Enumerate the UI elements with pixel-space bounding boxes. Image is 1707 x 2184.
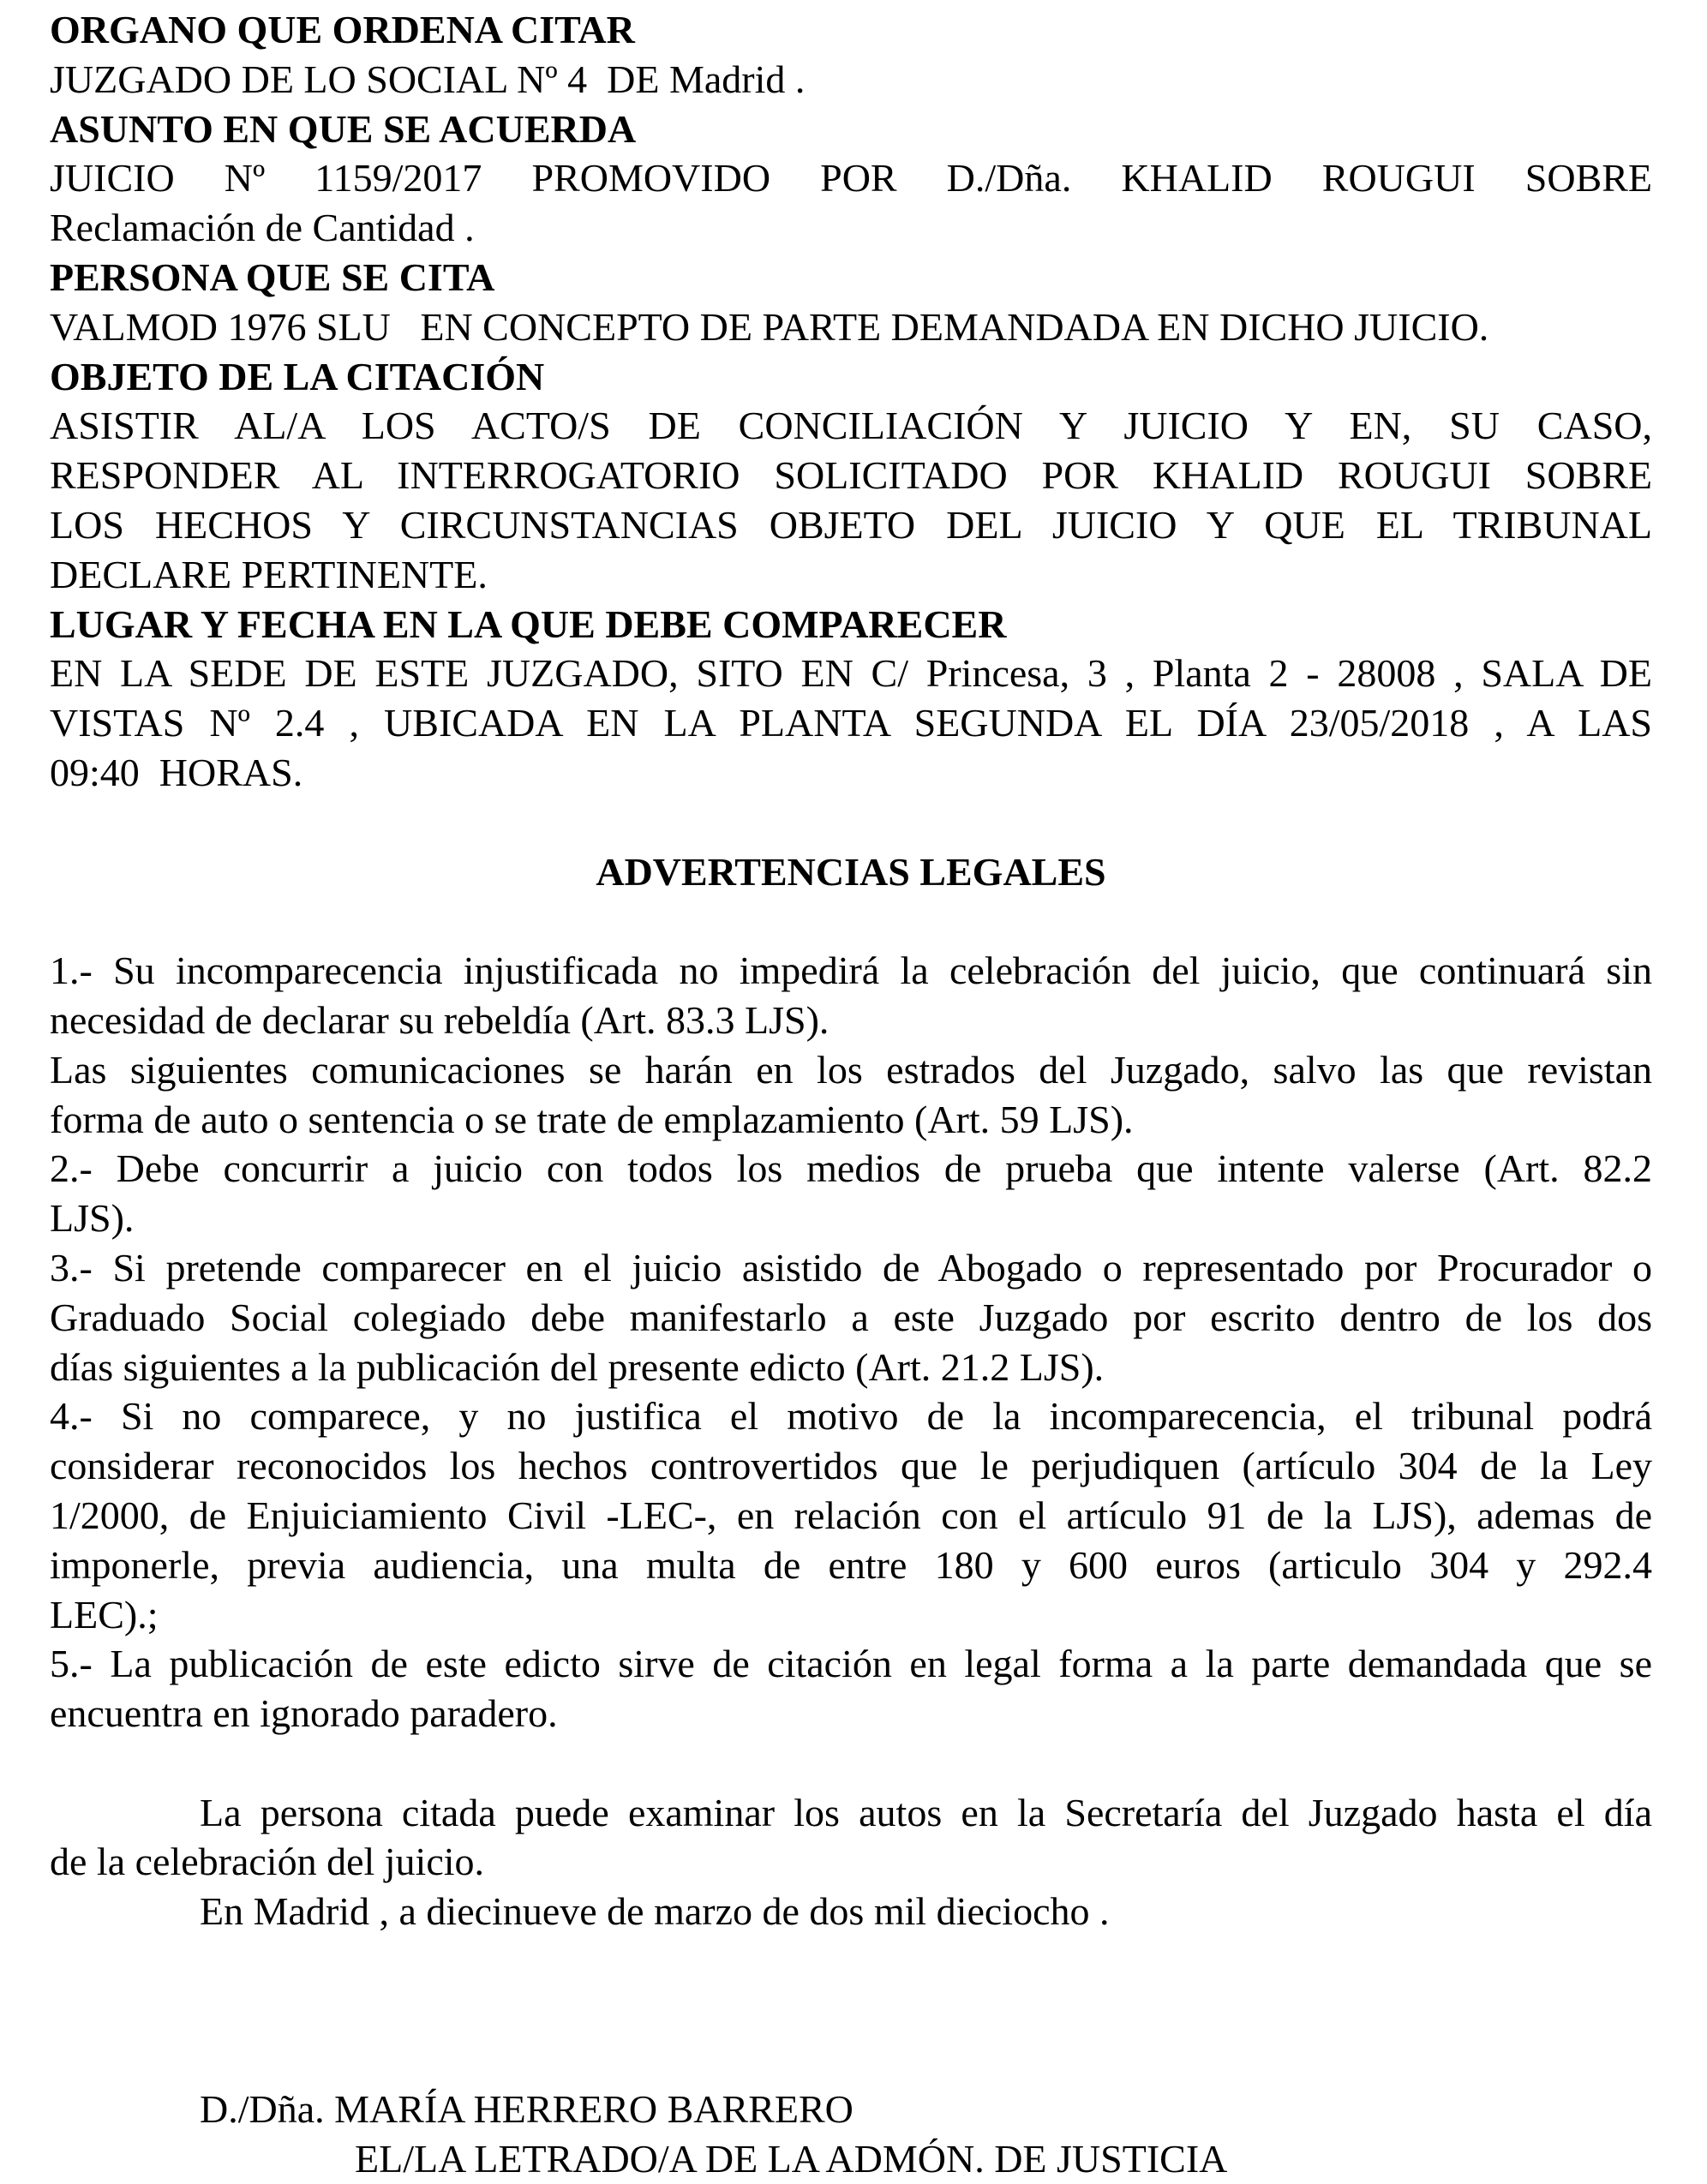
paragraph (50, 1144, 1652, 1243)
text-line: VISTAS Nº 2.4 , UBICADA EN LA PLANTA SEGUNDA EL DÍA 23/05/2018 , A LAS (50, 701, 1652, 745)
text-line: necesidad de declarar su rebeldía (Art. 83.3 LJS). (50, 997, 830, 1042)
paragraph (50, 302, 1652, 352)
paragraph (50, 649, 1652, 797)
text-line: ASISTIR AL/A LOS ACTO/S DE CONCILIACIÓN Y JUICIO Y EN, SU CASO, (50, 404, 1652, 448)
text-line: de la celebración del juicio. (50, 1840, 485, 1884)
text-line: JUICIO Nº 1159/2017 PROMOVIDO POR D./Dña. KHALID ROUGUI SOBRE (50, 156, 1652, 200)
text-line: ORGANO QUE ORDENA CITAR (50, 8, 635, 51)
paragraph (50, 1639, 1652, 1738)
legal-warnings (50, 946, 1652, 1738)
text-line: días siguientes a la publicación del presente edicto (Art. 21.2 LJS). (50, 1344, 1105, 1389)
text-line: JUZGADO DE LO SOCIAL Nº 4 DE Madrid . (50, 57, 806, 101)
text-line: forma de auto o sentencia o se trate de emplazamiento (Art. 59 LJS). (50, 1097, 1134, 1141)
text-line: EN LA SEDE DE ESTE JUZGADO, SITO EN C/ Princesa, 3 , Planta 2 - 28008 , SALA DE (50, 651, 1652, 696)
text-line: Graduado Social colegiado debe manifestarlo a este Juzgado por escrito dentro de los dos (50, 1295, 1652, 1339)
section-heading (50, 5, 1652, 55)
text-line: Reclamación de Cantidad . (50, 206, 475, 250)
text-line: 4.- Si no comparece, y no justifica el motivo de la incomparecencia, el tribunal podrá (50, 1394, 1652, 1439)
edict-document (50, 5, 1652, 2184)
paragraph (50, 946, 1652, 1045)
text-line: 1/2000, de Enjuiciamiento Civil -LEC-, en relación con el artículo 91 de la LJS), ademas de (50, 1493, 1652, 1537)
text-line: La persona citada puede examinar los autos en la Secretaría del Juzgado hasta el día (200, 1790, 1652, 1834)
section-heading (50, 352, 1652, 402)
text-line: LOS HECHOS Y CIRCUNSTANCIAS OBJETO DEL JUICIO Y QUE EL TRIBUNAL (50, 502, 1652, 547)
text-line: imponerle, previa audiencia, una multa de entre 180 y 600 euros (articulo 304 y 292.4 (50, 1542, 1652, 1587)
text-line: 2.- Debe concurrir a juicio con todos los medios de prueba que intente valerse (Art. 82.2 (50, 1146, 1652, 1191)
text-line: En Madrid , a diecinueve de marzo de dos mil dieciocho . (200, 1889, 1110, 1934)
paragraph (50, 55, 1652, 105)
text-line: 1.- Su incomparecencia injustificada no impedirá la celebración del juicio, que continuará sin (50, 948, 1652, 993)
text-line: LUGAR Y FECHA EN LA QUE DEBE COMPARECER (50, 601, 1007, 646)
text-line: RESPONDER AL INTERROGATORIO SOLICITADO POR KHALID ROUGUI SOBRE (50, 453, 1652, 498)
text-line: 5.- La publicación de este edicto sirve de citación en legal forma a la parte demandada que se (50, 1642, 1652, 1686)
signatory-name: D./Dña. MARÍA HERRERO BARRERO (200, 2087, 854, 2132)
paragraph (50, 153, 1652, 253)
paragraph (50, 1391, 1652, 1639)
text-line: LJS). (50, 1196, 135, 1241)
text-line: DECLARE PERTINENTE. (50, 552, 488, 596)
section-heading (50, 600, 1652, 649)
text-line: VALMOD 1976 SLU EN CONCEPTO DE PARTE DEMANDADA EN DICHO JUICIO. (50, 304, 1489, 349)
signatory-role: EL/LA LETRADO/A DE LA ADMÓN. DE JUSTICIA (355, 2136, 1228, 2181)
text-line: ASUNTO EN QUE SE ACUERDA (50, 106, 637, 151)
text-line: PERSONA QUE SE CITA (50, 254, 495, 299)
text-line: encuentra en ignorado paradero. (50, 1691, 558, 1736)
paragraph (50, 1243, 1652, 1391)
legal-warnings-title: ADVERTENCIAS LEGALES (596, 849, 1106, 894)
text-line: considerar reconocidos los hechos controvertidos que le perjudiquen (artículo 304 de la Ley (50, 1444, 1652, 1488)
paragraph (50, 1887, 1652, 1936)
paragraph (50, 1045, 1652, 1145)
citation-details (50, 5, 1652, 798)
text-line: 3.- Si pretende comparecer en el juicio asistido de Abogado o representado por Procurador o (50, 1245, 1652, 1289)
closing-text (50, 1788, 1652, 1936)
text-line: 09:40 HORAS. (50, 750, 303, 794)
section-heading (50, 253, 1652, 302)
paragraph (50, 1788, 1652, 1888)
section-heading (50, 105, 1652, 154)
text-line: OBJETO DE LA CITACIÓN (50, 354, 545, 398)
text-line: LEC).; (50, 1592, 159, 1637)
paragraph (50, 401, 1652, 599)
signature-block (50, 2085, 1652, 2184)
text-line: Las siguientes comunicaciones se harán en los estrados del Juzgado, salvo las que revistan (50, 1047, 1652, 1092)
